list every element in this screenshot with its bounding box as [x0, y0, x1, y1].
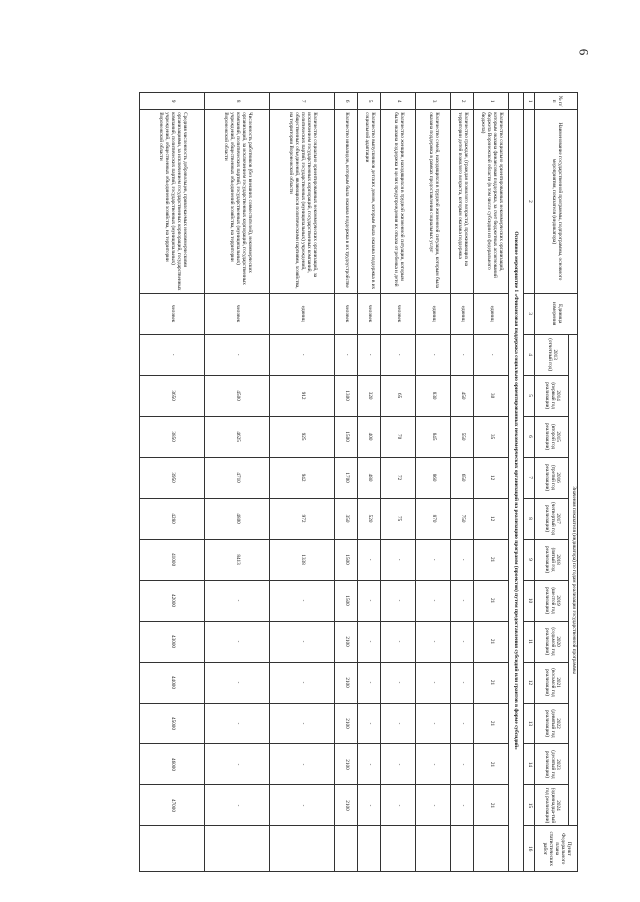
value-cell: 550: [451, 416, 474, 457]
value-cell: 1500: [335, 580, 358, 621]
header-year-value: 2023: [555, 759, 562, 770]
unit-cell: человек: [140, 293, 205, 334]
value-cell: -: [358, 662, 381, 703]
value-cell: 2100: [335, 703, 358, 744]
unit-cell: единиц: [416, 293, 451, 334]
row-number: 6: [335, 93, 358, 110]
value-cell: -: [270, 580, 335, 621]
table-row: [270, 93, 335, 872]
column-index: 5: [524, 375, 535, 416]
value-cell: 43000: [140, 621, 205, 662]
value-cell: -: [416, 334, 451, 375]
header-year-value: 2016: [555, 472, 562, 483]
value-cell: 1700: [335, 457, 358, 498]
value-cell: -: [381, 621, 416, 662]
value-cell: 2100: [335, 662, 358, 703]
header-year: [535, 498, 569, 539]
indicator-name: Количество граждан, (граждан пожилого возраста), проживающих на территории детей пожилого возраста, которым оказана поддержка: [451, 110, 474, 293]
header-year-sub: (отчетный год): [546, 338, 553, 372]
value-cell: 520: [358, 498, 381, 539]
value-cell: 350: [335, 498, 358, 539]
value-cell: -: [358, 580, 381, 621]
value-cell: 3950: [140, 457, 205, 498]
value-cell: 4625: [205, 416, 270, 457]
value-cell: -: [451, 539, 474, 580]
value-cell: -: [270, 744, 335, 785]
value-cell: 1500: [335, 416, 358, 457]
indicator-name: Количество женщин, находящихся в трудной жизненной ситуации, которым была оказана поддержка в целях предупреждения их отказа от ребенка и детей: [381, 110, 416, 293]
value-cell: -: [381, 744, 416, 785]
column-index: 9: [524, 539, 535, 580]
rotated-table-container: [58, 92, 578, 872]
value-cell: -: [205, 703, 270, 744]
indicator-name: Количество социально ориентированных некоммерческих организаций, за исключением государственных корпораций, государственных компаний, политических партий, государственных (муниципальных) учреждений, общественных объединений, являющихся политическими партиями, хозяйства, на территории Воронежской области: [270, 110, 335, 293]
value-cell: 1500: [335, 539, 358, 580]
value-cell: -: [270, 334, 335, 375]
value-cell: 972: [270, 498, 335, 539]
header-year-sub: (седьмой год реализации): [543, 627, 556, 656]
value-cell: 3650: [140, 375, 205, 416]
value-cell: 21: [474, 539, 509, 580]
value-cell: -: [416, 621, 451, 662]
header-year: [535, 580, 569, 621]
value-cell: -: [140, 334, 205, 375]
value-cell: 860: [416, 457, 451, 498]
header-year-value: 2019: [555, 595, 562, 606]
value-cell: -: [451, 785, 474, 826]
value-cell: 75: [381, 498, 416, 539]
value-cell: 21: [474, 785, 509, 826]
value-cell: -: [205, 662, 270, 703]
table-row: [381, 93, 416, 872]
column-index: 15: [524, 785, 535, 826]
value-cell: -: [270, 662, 335, 703]
unit-cell: единиц: [474, 293, 509, 334]
header-year-value: 2020: [555, 636, 562, 647]
value-cell: -: [416, 744, 451, 785]
project-cell: [416, 826, 451, 872]
header-year: [535, 744, 569, 785]
header-values-group: Значения показателя (индикатора) по годам реализации государственной программы: [569, 334, 578, 826]
header-num: № п/п: [535, 93, 578, 110]
value-cell: -: [358, 334, 381, 375]
value-cell: 320: [358, 375, 381, 416]
value-cell: 4280: [140, 498, 205, 539]
indicator-name: Количество выпускников детских домов, которым была оказана поддержка в их социальной адаптации: [358, 110, 381, 293]
value-cell: 30: [474, 375, 509, 416]
column-index: 1: [524, 93, 535, 110]
header-year-sub: (десятый год реализации): [543, 750, 556, 779]
column-index: 8: [524, 498, 535, 539]
project-cell: [474, 826, 509, 872]
value-cell: 1338: [270, 539, 335, 580]
header-unit: Единица измерения: [535, 293, 578, 334]
value-cell: -: [205, 334, 270, 375]
value-cell: 750: [451, 498, 474, 539]
value-cell: -: [205, 621, 270, 662]
header-year: [535, 334, 569, 375]
value-cell: -: [270, 785, 335, 826]
value-cell: -: [205, 580, 270, 621]
header-year-sub: (восьмой год реализации): [543, 668, 556, 697]
column-index: 14: [524, 744, 535, 785]
value-cell: 480: [358, 457, 381, 498]
value-cell: 8413: [205, 539, 270, 580]
table-row: [205, 93, 270, 872]
value-cell: -: [451, 621, 474, 662]
value-cell: -: [416, 539, 451, 580]
value-cell: -: [451, 703, 474, 744]
value-cell: 42000: [140, 580, 205, 621]
value-cell: 400: [358, 416, 381, 457]
value-cell: 12: [474, 498, 509, 539]
value-cell: -: [416, 703, 451, 744]
value-cell: 925: [270, 416, 335, 457]
value-cell: -: [358, 703, 381, 744]
indicator-name: Количество социально ориентированных некоммерческих организаций, которым оказана финансовая поддержка, за счет бюджетных ассигнований бюджета Воронежской области (в том числе субсидии из федерального бюджета): [474, 110, 509, 293]
value-cell: 650: [451, 457, 474, 498]
unit-cell: человек: [358, 293, 381, 334]
value-cell: 45000: [140, 703, 205, 744]
header-name: Наименование государственной программы, подпрограммы, основного мероприятия, показателя (индикатора): [535, 110, 578, 293]
column-index: 6: [524, 416, 535, 457]
event-title: Основное мероприятие 1 «Финансовая поддержка социально ориентированных некоммерческих организаций на реализацию программ (проектов) путем предоставления субсидий или грантов в форме субсидий»: [509, 110, 524, 872]
value-cell: -: [358, 744, 381, 785]
value-cell: -: [270, 621, 335, 662]
value-cell: -: [416, 662, 451, 703]
value-cell: 4800: [205, 498, 270, 539]
header-year-sub: (одиннадца-тый год реализации): [543, 787, 556, 824]
project-cell: [205, 826, 270, 872]
value-cell: 41000: [140, 539, 205, 580]
value-cell: 4500: [205, 375, 270, 416]
row-number: 5: [358, 93, 381, 110]
unit-cell: человек: [205, 293, 270, 334]
value-cell: -: [381, 539, 416, 580]
row-number: 3: [416, 93, 451, 110]
header-year: [535, 662, 569, 703]
header-project: Пункт Федерального плана статистических работ: [535, 826, 578, 872]
table-row: [416, 93, 451, 872]
value-cell: 12: [474, 457, 509, 498]
header-year-value: 2018: [555, 554, 562, 565]
header-year-sub: (третий год реализации): [543, 464, 556, 492]
unit-cell: человек: [381, 293, 416, 334]
event-row: [509, 93, 524, 872]
value-cell: 47000: [140, 785, 205, 826]
value-cell: 65: [381, 375, 416, 416]
value-cell: 845: [416, 416, 451, 457]
header-year: [535, 416, 569, 457]
table-row: [335, 93, 358, 872]
header-year-value: 2021: [555, 677, 562, 688]
column-index: 12: [524, 662, 535, 703]
value-cell: 72: [381, 457, 416, 498]
unit-cell: единиц: [451, 293, 474, 334]
value-cell: -: [358, 621, 381, 662]
header-year: [535, 785, 569, 826]
table-row: [474, 93, 509, 872]
value-cell: -: [335, 334, 358, 375]
row-number: 1: [474, 93, 509, 110]
value-cell: 2100: [335, 621, 358, 662]
value-cell: 35: [474, 416, 509, 457]
header-year: [535, 621, 569, 662]
value-cell: 3850: [140, 416, 205, 457]
value-cell: 942: [270, 457, 335, 498]
value-cell: -: [358, 539, 381, 580]
value-cell: -: [451, 334, 474, 375]
value-cell: 2100: [335, 785, 358, 826]
column-index: 16: [524, 826, 535, 872]
header-year-sub: (девятый год реализации): [543, 709, 556, 738]
value-cell: -: [474, 334, 509, 375]
value-cell: -: [451, 662, 474, 703]
value-cell: 830: [416, 375, 451, 416]
value-cell: 870: [416, 498, 451, 539]
value-cell: -: [381, 334, 416, 375]
value-cell: -: [205, 744, 270, 785]
value-cell: 912: [270, 375, 335, 416]
header-year-value: 2017: [555, 513, 562, 524]
value-cell: 44000: [140, 662, 205, 703]
header-year-value: 2022: [555, 718, 562, 729]
column-index: 2: [524, 110, 535, 293]
indicators-table: [139, 92, 578, 872]
header-year-value: 2013: [552, 349, 559, 360]
value-cell: -: [381, 580, 416, 621]
indicator-name: Количество семей, находящихся в трудной жизненной ситуации, которым была оказана поддержка в рамках предоставления социальных услуг: [416, 110, 451, 293]
value-cell: 21: [474, 580, 509, 621]
row-number: 4: [381, 93, 416, 110]
value-cell: 21: [474, 744, 509, 785]
project-cell: [335, 826, 358, 872]
column-index: 3: [524, 293, 535, 334]
value-cell: 21: [474, 703, 509, 744]
unit-cell: единиц: [270, 293, 335, 334]
row-number: 8: [205, 93, 270, 110]
header-year: [535, 375, 569, 416]
value-cell: -: [416, 785, 451, 826]
column-index: 13: [524, 703, 535, 744]
column-index: 7: [524, 457, 535, 498]
value-cell: 450: [451, 375, 474, 416]
header-year-value: 2024: [555, 800, 562, 811]
indicator-name: Количество инвалидов, которым была оказана поддержка в их трудоустройстве: [335, 110, 358, 293]
value-cell: -: [205, 785, 270, 826]
header-year-sub: (первый год реализации): [543, 382, 556, 410]
value-cell: -: [381, 703, 416, 744]
unit-cell: человек: [335, 293, 358, 334]
table-row: [140, 93, 205, 872]
header-year-value: 2015: [555, 431, 562, 442]
indicator-name: Численность работников (без внешних совместителей), некоммерческих организаций, за исключением государственных корпораций, государственных компаний, политических партий, государственных (муниципальных) учреждений, общественных объединений хозяйства, на территории Воронежской области: [205, 110, 270, 293]
value-cell: 4710: [205, 457, 270, 498]
table-row: [358, 93, 381, 872]
project-cell: [358, 826, 381, 872]
value-cell: 21: [474, 621, 509, 662]
header-year-sub: (пятый год реализации): [543, 546, 556, 574]
page-number: 6: [576, 48, 592, 56]
column-index: 10: [524, 580, 535, 621]
project-cell: [270, 826, 335, 872]
column-index: 4: [524, 334, 535, 375]
value-cell: 21: [474, 662, 509, 703]
column-index: 11: [524, 621, 535, 662]
header-year: [535, 457, 569, 498]
header-year-sub: (шестой год реализации): [543, 586, 556, 615]
value-cell: 70: [381, 416, 416, 457]
row-number: 7: [270, 93, 335, 110]
project-cell: [381, 826, 416, 872]
row-number: 2: [451, 93, 474, 110]
column-index-row: [524, 93, 535, 872]
value-cell: -: [270, 703, 335, 744]
row-number: 9: [140, 93, 205, 110]
value-cell: 1300: [335, 375, 358, 416]
value-cell: -: [451, 580, 474, 621]
table-row: [451, 93, 474, 872]
header-year-value: 2014: [555, 390, 562, 401]
value-cell: 2100: [335, 744, 358, 785]
header-year: [535, 703, 569, 744]
header-year: [535, 539, 569, 580]
project-cell: [451, 826, 474, 872]
value-cell: -: [416, 580, 451, 621]
indicator-name: Средняя численность добровольцев, привлекаемых некоммерческими организациями, за исключением государственных корпораций, государственных компаний, политических партий, государственных (муниципальных) учреждений, общественных объединений хозяйства, на территории Воронежской области: [140, 110, 205, 293]
value-cell: -: [381, 785, 416, 826]
value-cell: 46000: [140, 744, 205, 785]
header-year-sub: (четвертый год реализации): [543, 502, 556, 536]
project-cell: [140, 826, 205, 872]
header-year-sub: (второй год реализации): [543, 423, 556, 451]
value-cell: -: [381, 662, 416, 703]
value-cell: -: [358, 785, 381, 826]
value-cell: -: [451, 744, 474, 785]
